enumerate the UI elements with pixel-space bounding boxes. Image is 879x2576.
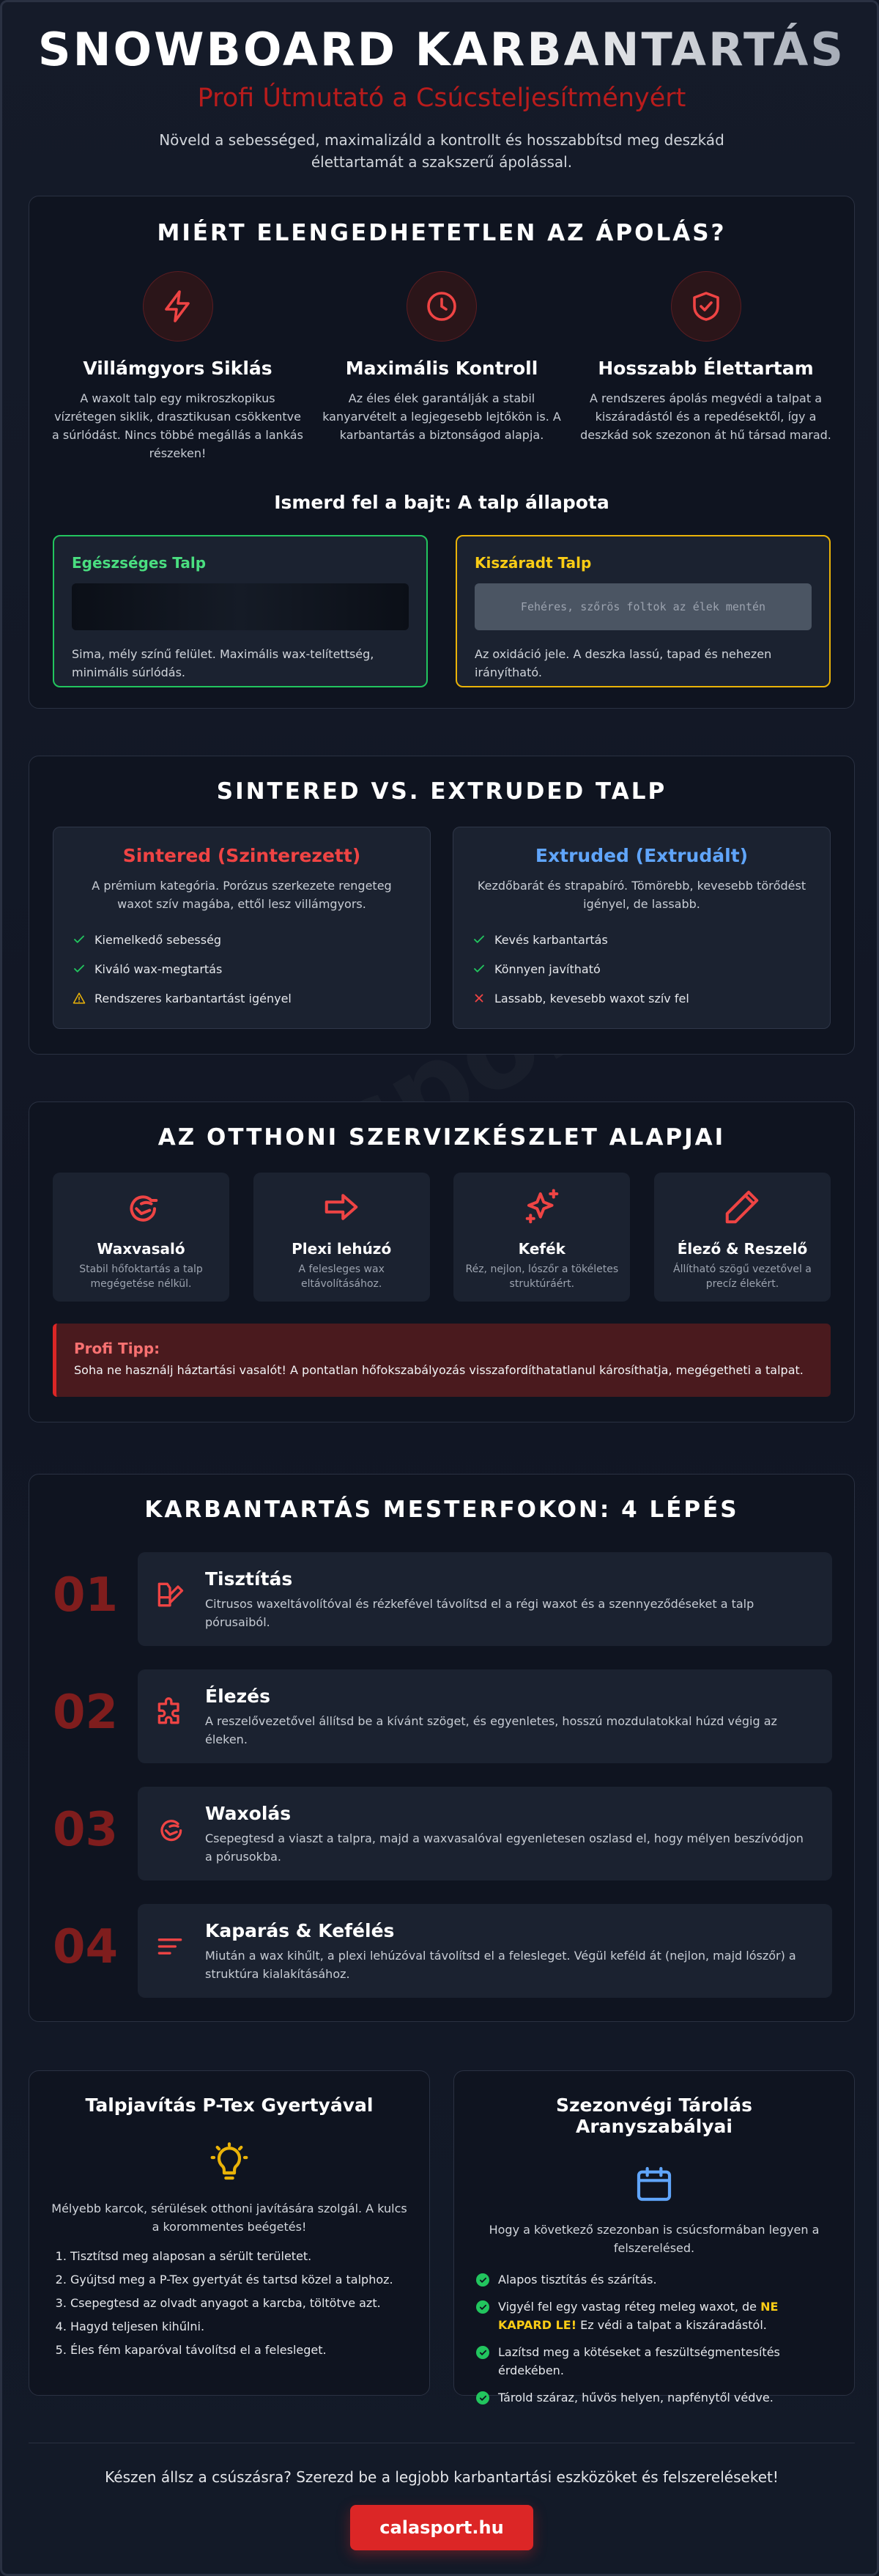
storage-desc: Hogy a következő szezonban is csúcsformában legyen a felszerelésed.: [489, 2223, 820, 2255]
compare-section: [29, 756, 855, 1055]
rule-text: Ez védi a talpat a kiszáradástól.: [576, 2318, 767, 2332]
tool-list: [53, 1173, 831, 1302]
tool-title: Plexi lehúzó: [292, 1240, 392, 1258]
step-title: Kaparás & Kefélés: [205, 1920, 395, 1941]
base-condition-cards: [53, 535, 831, 687]
list-item: 2. Gyújtsd meg a P-Tex gyertyát és tartsd közel a talphoz.: [70, 2273, 407, 2296]
tool-title: Élező & Reszelő: [677, 1240, 808, 1258]
list-item-label: Kiemelkedő sebesség: [94, 932, 222, 947]
base-condition-title: Ismerd fel a bajt: A talp állapota: [274, 492, 609, 513]
step-title: Élezés: [205, 1686, 270, 1707]
feature-title: Hosszabb Élettartam: [598, 358, 814, 379]
list-item: [472, 925, 811, 954]
dry-base-text: Az oxidáció jele. A deszka lassú, tapad és nehezen irányítható.: [475, 647, 772, 679]
check-circle-icon: [476, 2273, 489, 2287]
tool-text: Stabil hőfoktartás a talp megégetése nélkül.: [79, 1263, 203, 1290]
sintered-title: Sintered (Szinterezett): [122, 845, 361, 866]
compare-title: SINTERED VS. EXTRUDED TALP: [216, 778, 667, 805]
step-title: Tisztítás: [205, 1568, 293, 1590]
arrow-right-icon: [322, 1187, 361, 1227]
pro-tip-title: Profi Tipp:: [74, 1340, 160, 1357]
sparkles-icon: [522, 1187, 562, 1227]
step-item: [29, 1669, 856, 1763]
lightbulb-icon: [207, 2141, 251, 2185]
tool-edge-sharpener: [654, 1173, 831, 1302]
steps-title: KARBANTARTÁS MESTERFOKON: 4 LÉPÉS: [144, 1496, 739, 1523]
page-subtitle: Profi Útmutató a Csúcsteljesítményért: [197, 84, 686, 113]
cta-text: Készen állsz a csúszásra? Szerezd be a legjobb karbantartási eszközöket és felszereléseket!: [105, 2468, 779, 2486]
list-item: 3. Csepegtesd az olvadt anyagot a karcba, töltötve azt.: [70, 2296, 407, 2319]
list-item: 5. Éles fém kaparóval távolítsd el a felesleget.: [70, 2343, 407, 2366]
list-item-label: Lazítsd meg a kötéseket a feszültségmentesítés érdekében.: [498, 2345, 780, 2377]
pro-tip-text: Soha ne használj háztartási vasalót! A pontatlan hőfokszabályozás visszafordíthatatlanul károsíthatja, megégetheti a talpat.: [74, 1363, 804, 1377]
tool-title: Kefék: [518, 1240, 565, 1258]
lines-icon: [154, 1930, 186, 1963]
tool-scraper: [253, 1173, 430, 1302]
feature-speed: [51, 271, 304, 462]
tool-text: Réz, nejlon, lószőr a tökéletes struktúráért.: [465, 1263, 619, 1290]
clock-icon: [407, 271, 477, 342]
list-item-label: Kevés karbantartás: [494, 932, 608, 947]
healthy-base-swatch: [72, 583, 409, 630]
healthy-base-card: [53, 535, 428, 687]
intro-text: Növeld a sebességed, maximalizáld a kontrollt és hosszabbítsd meg deszkád élettartamát a szakszerű ápolással.: [159, 131, 724, 171]
page-header: [2, 23, 879, 173]
list-item: [73, 954, 411, 983]
tool-text: Állítható szögű vezetővel a precíz élekért.: [673, 1263, 812, 1290]
step-number: 04: [53, 1920, 119, 1974]
why-section: [29, 196, 855, 709]
healthy-base-title: Egészséges Talp: [72, 554, 207, 572]
steps-section: [29, 1474, 855, 2022]
extruded-card: [453, 827, 831, 1029]
page-footer: [29, 2443, 855, 2550]
check-icon: [73, 933, 86, 946]
feature-title: Maximális Kontroll: [345, 358, 538, 379]
step-title: Waxolás: [205, 1803, 292, 1824]
check-icon: [472, 962, 486, 975]
step-item: [29, 1904, 856, 1998]
list-item: 1. Tisztítsd meg alaposan a sérült területet.: [70, 2249, 407, 2273]
step-card: [138, 1904, 832, 1998]
list-item: [73, 925, 411, 954]
dry-base-card: [456, 535, 831, 687]
check-circle-icon: [476, 2346, 489, 2359]
lightning-icon: [143, 271, 213, 342]
list-item: [476, 2388, 832, 2407]
tool-title: Waxvasaló: [97, 1240, 185, 1258]
ptex-card: [29, 2070, 430, 2396]
pro-tip-box: [53, 1324, 831, 1397]
pencil-icon: [722, 1187, 762, 1227]
feature-text: Az éles élek garantálják a stabil kanyarvételt a legjegesebb lejtőkön is. A karbantartás a biztonságod alapja.: [322, 391, 561, 442]
step-card: [138, 1669, 832, 1763]
list-item: [476, 2298, 832, 2334]
step-text: A reszelővezetővel állítsd be a kívánt szöget, és egyenletes, hosszú mozdulatokkal húzd végig az éleken.: [205, 1714, 777, 1746]
step-item: [29, 1787, 856, 1881]
extruded-title: Extruded (Extrudált): [535, 845, 749, 866]
dry-base-swatch: Fehéres, szőrös foltok az élek mentén: [475, 583, 812, 630]
rule-highlight: NE KAPARD LE!: [498, 2300, 779, 2332]
sintered-desc: A prémium kategória. Porózus szerkezete rengeteg waxot szív magába, ettől lesz villámgyors.: [92, 879, 392, 911]
cross-icon: [472, 992, 486, 1005]
kit-section: [29, 1101, 855, 1422]
paint-bucket-icon: [154, 1579, 186, 1611]
check-icon: [73, 962, 86, 975]
wax-drop-icon: [154, 1813, 186, 1845]
check-circle-icon: [476, 2391, 489, 2405]
kit-title: AZ OTTHONI SZERVIZKÉSZLET ALAPJAI: [157, 1124, 726, 1151]
step-number: 01: [53, 1568, 119, 1623]
list-item-label: Lassabb, kevesebb waxot szív fel: [494, 991, 689, 1005]
step-number: 02: [53, 1686, 119, 1740]
list-item: [472, 954, 811, 983]
storage-rules: [476, 2270, 832, 2407]
step-card: [138, 1552, 832, 1646]
storage-card: [453, 2070, 855, 2405]
page-title: SNOWBOARD KARBANTARTÁS: [2, 23, 879, 76]
calendar-icon: [632, 2162, 676, 2206]
ptex-steps: [51, 2249, 407, 2366]
feature-title: Villámgyors Siklás: [83, 358, 272, 379]
why-title: MIÉRT ELENGEDHETETLEN AZ ÁPOLÁS?: [157, 220, 727, 246]
list-item: [476, 2343, 832, 2380]
feature-lifespan: [579, 271, 832, 462]
shop-link-button[interactable]: calasport.hu: [350, 2505, 533, 2550]
dry-base-title: Kiszáradt Talp: [475, 554, 592, 572]
tool-brushes: [453, 1173, 630, 1302]
list-item: [476, 2270, 832, 2289]
check-circle-icon: [476, 2300, 489, 2314]
feature-control: [316, 271, 568, 462]
list-item-label: Alapos tisztítás és szárítás.: [498, 2273, 657, 2287]
sintered-card: [53, 827, 431, 1029]
feature-text: A rendszeres ápolás megvédi a talpat a kiszáradástól és a repedésektől, így a deszkád sok szezonon át hű társad marad.: [580, 391, 831, 442]
warning-icon: [73, 992, 86, 1005]
feature-list: [51, 271, 832, 462]
compare-cards: [53, 827, 831, 1029]
extruded-desc: Kezdőbarát és strapabíró. Tömörebb, kevesebb törődést igényel, de lassabb.: [477, 879, 806, 911]
list-item: 4. Hagyd teljesen kihűlni.: [70, 2319, 407, 2343]
rule-text: Vigyél fel egy vastag réteg meleg waxot, de: [498, 2300, 761, 2314]
list-item-label: Kiváló wax-megtartás: [94, 962, 223, 976]
step-text: Citrusos waxeltávolítóval és rézkefével távolítsd el a régi waxot és a szennyeződéseket a talp pórusaiból.: [205, 1597, 754, 1629]
wax-iron-icon: [122, 1187, 161, 1227]
list-item-label: [498, 2298, 832, 2334]
shield-check-icon: [671, 271, 741, 342]
step-card: [138, 1787, 832, 1881]
list-item: [73, 983, 411, 1013]
tool-wax-iron: [53, 1173, 229, 1302]
feature-text: A waxolt talp egy mikroszkopikus vízrétegen siklik, drasztikusan csökkentve a súrlódást. Nincs többé megállás a lankás részeken!: [52, 391, 303, 460]
sintered-list: [73, 925, 411, 1013]
step-number: 03: [53, 1803, 119, 1857]
extruded-list: [472, 925, 811, 1013]
healthy-base-text: Sima, mély színű felület. Maximális wax-telítettség, minimális súrlódás.: [72, 647, 374, 679]
list-item-label: Tárold száraz, hűvös helyen, napfénytől védve.: [498, 2391, 774, 2405]
ptex-desc: Mélyebb karcok, sérülések otthoni javítására szolgál. A kulcs a korommentes beégetés!: [51, 2202, 407, 2234]
list-item-label: Könnyen javítható: [494, 962, 601, 976]
step-text: Csepegtesd a viaszt a talpra, majd a waxvasalóval egyenletesen oszlasd el, hogy mélyen beszívódjon a pórusokba.: [205, 1831, 804, 1864]
storage-title: Szezonvégi Tárolás Aranyszabályai: [556, 2095, 752, 2137]
ptex-title: Talpjavítás P-Tex Gyertyával: [85, 2095, 374, 2116]
list-item-label: Rendszeres karbantartást igényel: [94, 991, 292, 1005]
puzzle-icon: [154, 1696, 186, 1728]
step-item: [29, 1552, 856, 1646]
list-item: [472, 983, 811, 1013]
step-text: Miután a wax kihűlt, a plexi lehúzóval távolítsd el a felesleget. Végül keféld át (nejlon, majd lószőr) a struktúra kialakításához.: [205, 1949, 796, 1981]
tool-text: A felesleges wax eltávolításához.: [298, 1263, 385, 1290]
check-icon: [472, 933, 486, 946]
